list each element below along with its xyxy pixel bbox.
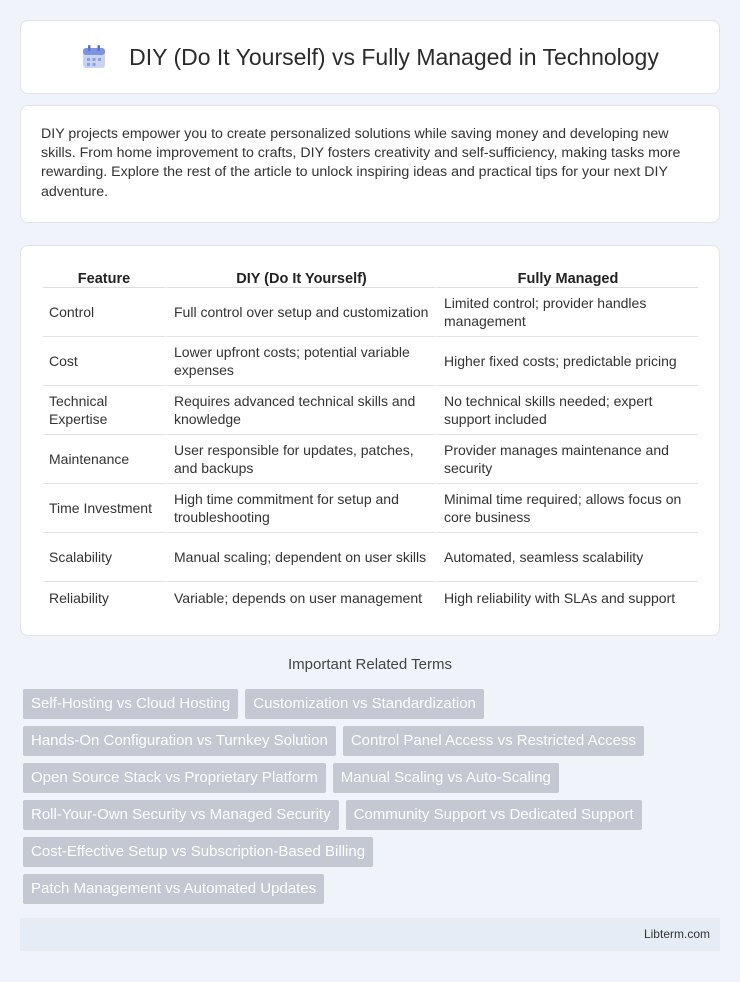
diy-cell: Lower upfront costs; potential variable expenses — [165, 337, 435, 386]
feature-cell: Reliability — [49, 589, 109, 606]
related-terms-title: Important Related Terms — [288, 656, 452, 673]
header-managed: Fully Managed — [435, 266, 698, 288]
header-feature: Feature — [43, 266, 165, 288]
related-term-tag[interactable]: Roll-Your-Own Security vs Managed Security — [23, 800, 339, 830]
feature-cell: Time Investment — [43, 484, 165, 533]
diy-cell: Requires advanced technical skills and knowledge — [165, 386, 435, 435]
related-term-tag[interactable]: Community Support vs Dedicated Support — [346, 800, 642, 830]
footer-site-link[interactable]: Libterm.com — [643, 927, 710, 941]
related-term-tag[interactable]: Self-Hosting vs Cloud Hosting — [23, 689, 238, 719]
managed-cell: No technical skills needed; expert support included — [435, 386, 698, 435]
managed-cell: Limited control; provider handles management — [435, 288, 698, 337]
feature-cell: Technical Expertise — [43, 386, 165, 435]
table-row — [43, 337, 698, 386]
feature-cell: Scalability — [43, 533, 165, 582]
related-term-tag[interactable]: Open Source Stack vs Proprietary Platform — [23, 763, 326, 793]
diy-cell: Variable; depends on user management — [165, 582, 435, 613]
table-row — [43, 582, 698, 613]
page-title: DIY (Do It Yourself) vs Fully Managed in Technology — [129, 43, 659, 70]
intro-card — [20, 105, 720, 223]
table-row — [43, 386, 698, 435]
feature-cell: Cost — [43, 337, 165, 386]
feature-cell: Control — [43, 288, 165, 337]
comparison-table — [43, 266, 698, 613]
diy-cell: Full control over setup and customization — [165, 288, 435, 337]
managed-cell: Automated, seamless scalability — [435, 533, 698, 582]
managed-cell: High reliability with SLAs and support — [435, 582, 698, 613]
footer — [20, 918, 720, 951]
managed-cell: Provider manages maintenance and security — [435, 435, 698, 484]
comparison-card — [20, 245, 720, 636]
related-terms-list — [23, 689, 723, 911]
diy-cell: High time commitment for setup and troubleshooting — [165, 484, 435, 533]
related-term-tag[interactable]: Patch Management vs Automated Updates — [23, 874, 324, 904]
table-row — [43, 288, 698, 337]
table-header-row — [43, 266, 698, 288]
related-term-tag[interactable]: Cost-Effective Setup vs Subscription-Based Billing — [23, 837, 373, 867]
table-row — [43, 533, 698, 582]
feature-cell: Maintenance — [43, 435, 165, 484]
managed-cell: Higher fixed costs; predictable pricing — [435, 337, 698, 386]
calendar-icon — [81, 44, 107, 70]
related-term-tag[interactable]: Control Panel Access vs Restricted Access — [343, 726, 644, 756]
managed-cell: Minimal time required; allows focus on core business — [435, 484, 698, 533]
header-diy: DIY (Do It Yourself) — [165, 266, 435, 288]
diy-cell: User responsible for updates, patches, and backups — [165, 435, 435, 484]
diy-cell: Manual scaling; dependent on user skills — [165, 533, 435, 582]
related-term-tag[interactable]: Hands-On Configuration vs Turnkey Solution — [23, 726, 336, 756]
table-row — [43, 484, 698, 533]
header-card — [20, 20, 720, 94]
table-row — [43, 435, 698, 484]
related-term-tag[interactable]: Manual Scaling vs Auto-Scaling — [333, 763, 559, 793]
related-term-tag[interactable]: Customization vs Standardization — [245, 689, 484, 719]
intro-text: DIY projects empower you to create personalized solutions while saving money and developing new skills. From home improvement to crafts, DIY fosters creativity and self-sufficiency, making tasks more rewarding. Explore the rest of the article to unlock inspiring ideas and practical tips for your next DIY adventure. — [41, 126, 681, 200]
